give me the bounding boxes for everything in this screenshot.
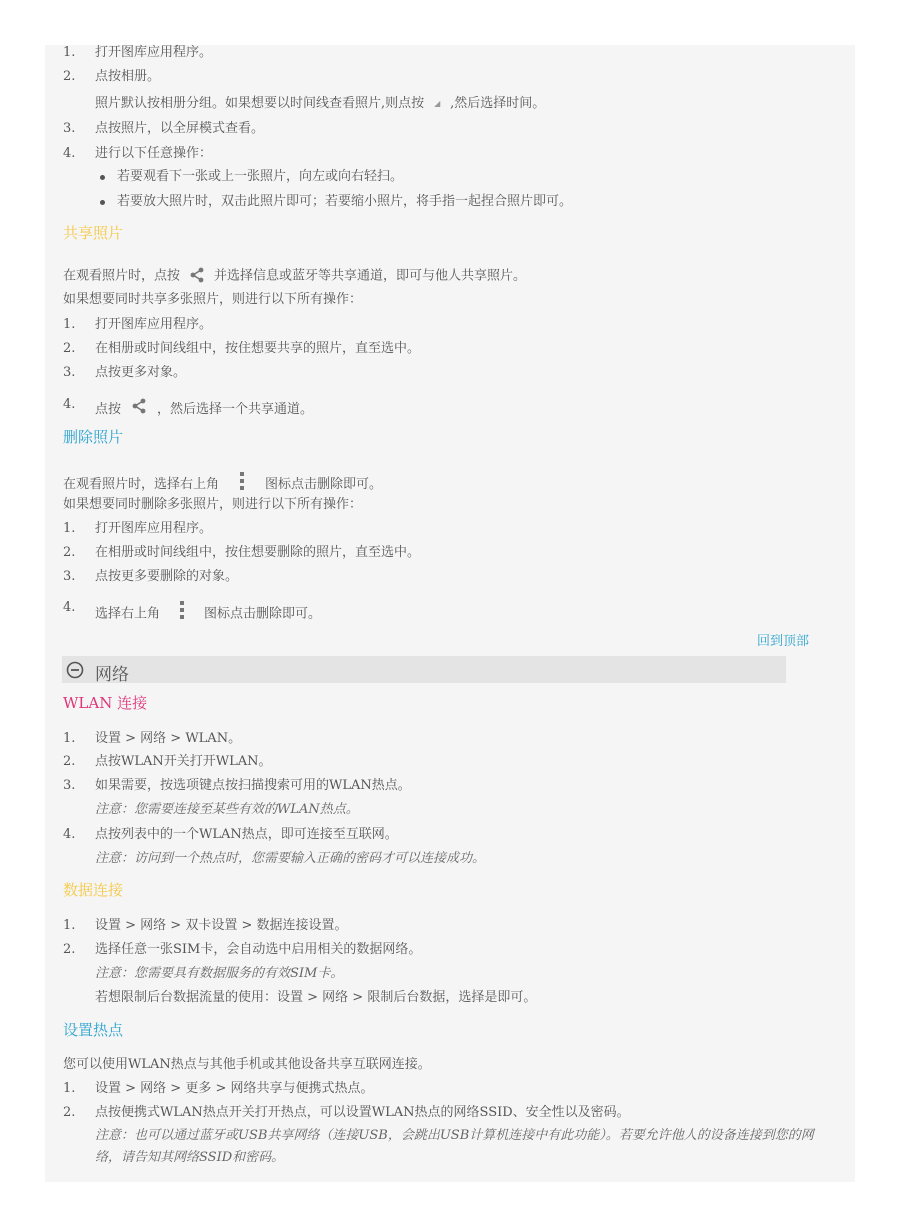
step-text: 点按 ，然后选择一个共享通道。 <box>95 398 313 421</box>
collapse-icon[interactable] <box>66 661 84 679</box>
delete-line: 在观看照片时，选择右上角 图标点击删除即可。 <box>63 472 382 497</box>
step-text: 打开图库应用程序。 <box>95 45 213 60</box>
step-number: 2. <box>63 942 76 957</box>
share-line: 如果想要同时共享多张照片，则进行以下所有操作： <box>63 292 363 307</box>
step-text: 选择任意一张SIM卡，会自动选中启用相关的数据网络。 <box>95 942 422 957</box>
share-heading: 共享照片 <box>63 224 124 242</box>
step-number: 3. <box>63 569 76 584</box>
step-number: 1. <box>63 521 76 536</box>
step-text: 进行以下任意操作： <box>95 146 213 161</box>
step-text: 点按WLAN开关打开WLAN。 <box>95 754 272 769</box>
step-number: 3. <box>63 121 76 136</box>
more-vert-icon <box>160 601 204 627</box>
step-number: 1. <box>63 731 76 746</box>
step-text: 设置 > 网络 > WLAN。 <box>95 731 242 746</box>
step-number: 2. <box>63 341 76 356</box>
bullet-icon <box>100 175 105 180</box>
bullet-text: 若要观看下一张或上一张照片，向左或向右轻扫。 <box>117 169 404 184</box>
step-text: 在相册或时间线组中，按住想要共享的照片，直至选中。 <box>95 341 421 356</box>
hotspot-intro: 您可以使用WLAN热点与其他手机或其他设备共享互联网连接。 <box>63 1057 431 1072</box>
timeline-icon: ◢ <box>434 98 441 108</box>
step-text: 点按便携式WLAN热点开关打开热点，可以设置WLAN热点的网络SSID、安全性以及密码。 <box>95 1105 630 1120</box>
step-text: 点按更多对象。 <box>95 365 187 380</box>
step-number: 2. <box>63 69 76 84</box>
step-number: 1. <box>63 317 76 332</box>
share-line: 在观看照片时，点按 并选择信息或蓝牙等共享通道，即可与他人共享照片。 <box>63 268 527 284</box>
step-text: 设置 > 网络 > 更多 > 网络共享与便携式热点。 <box>95 1081 374 1096</box>
step-text: 如果需要，按选项键点按扫描搜索可用的WLAN热点。 <box>95 778 411 793</box>
delete-line: 如果想要同时删除多张照片，则进行以下所有操作： <box>63 497 363 512</box>
step-number: 4. <box>63 600 76 615</box>
note-text: 注意：您需要具有数据服务的有效SIM卡。 <box>95 966 344 981</box>
network-section-header[interactable] <box>62 656 786 683</box>
step-number: 2. <box>63 754 76 769</box>
hotspot-heading: 设置热点 <box>63 1021 124 1039</box>
step-text: 打开图库应用程序。 <box>95 317 213 332</box>
wlan-heading: WLAN 连接 <box>63 694 148 712</box>
data-heading: 数据连接 <box>63 881 124 899</box>
step-note: 照片默认按相册分组。如果想要以时间线查看照片,则点按 ◢ ,然后选择时间。 <box>95 96 546 111</box>
share-icon <box>180 267 214 285</box>
step-text: 点按相册。 <box>95 69 161 84</box>
step-number: 4. <box>63 827 76 842</box>
note-text: 注意：访问到一个热点时，您需要输入正确的密码才可以连接成功。 <box>95 851 486 866</box>
section-title: 网络 <box>95 665 129 685</box>
note-text: 注意：也可以通过蓝牙或USB共享网络（连接USB，会跳出USB计算机连接中有此功能）。若要允许他人的设备连接到您的网络，请告知其网络SSID和密码。 <box>95 1128 814 1165</box>
step-number: 3. <box>63 365 76 380</box>
step-number: 1. <box>63 918 76 933</box>
bullet-icon <box>100 200 105 205</box>
more-vert-icon <box>219 472 265 497</box>
bullet-text: 若要放大照片时，双击此照片即可；若要缩小照片，将手指一起捏合照片即可。 <box>117 194 573 209</box>
extra-text: 若想限制后台数据流量的使用：设置 > 网络 > 限制后台数据，选择是即可。 <box>95 990 537 1005</box>
step-text: 点按列表中的一个WLAN热点，即可连接至互联网。 <box>95 827 398 842</box>
step-text: 选择右上角 图标点击删除即可。 <box>95 601 321 627</box>
step-text: 打开图库应用程序。 <box>95 521 213 536</box>
back-to-top-link[interactable]: 回到顶部 <box>757 634 810 649</box>
delete-heading: 删除照片 <box>63 428 124 446</box>
step-number: 4. <box>63 146 76 161</box>
step-text: 设置 > 网络 > 双卡设置 > 数据连接设置。 <box>95 918 348 933</box>
step-number: 1. <box>63 1081 76 1096</box>
share-icon <box>121 398 157 421</box>
step-number: 2. <box>63 545 76 560</box>
note-text: 注意：您需要连接至某些有效的WLAN热点。 <box>95 802 359 817</box>
step-number: 2. <box>63 1105 76 1120</box>
step-number: 3. <box>63 778 76 793</box>
step-text: 在相册或时间线组中，按住想要删除的照片，直至选中。 <box>95 545 421 560</box>
step-number: 1. <box>63 45 76 60</box>
step-text: 点按照片，以全屏模式查看。 <box>95 121 265 136</box>
step-text: 点按更多要删除的对象。 <box>95 569 239 584</box>
step-number: 4. <box>63 397 76 412</box>
